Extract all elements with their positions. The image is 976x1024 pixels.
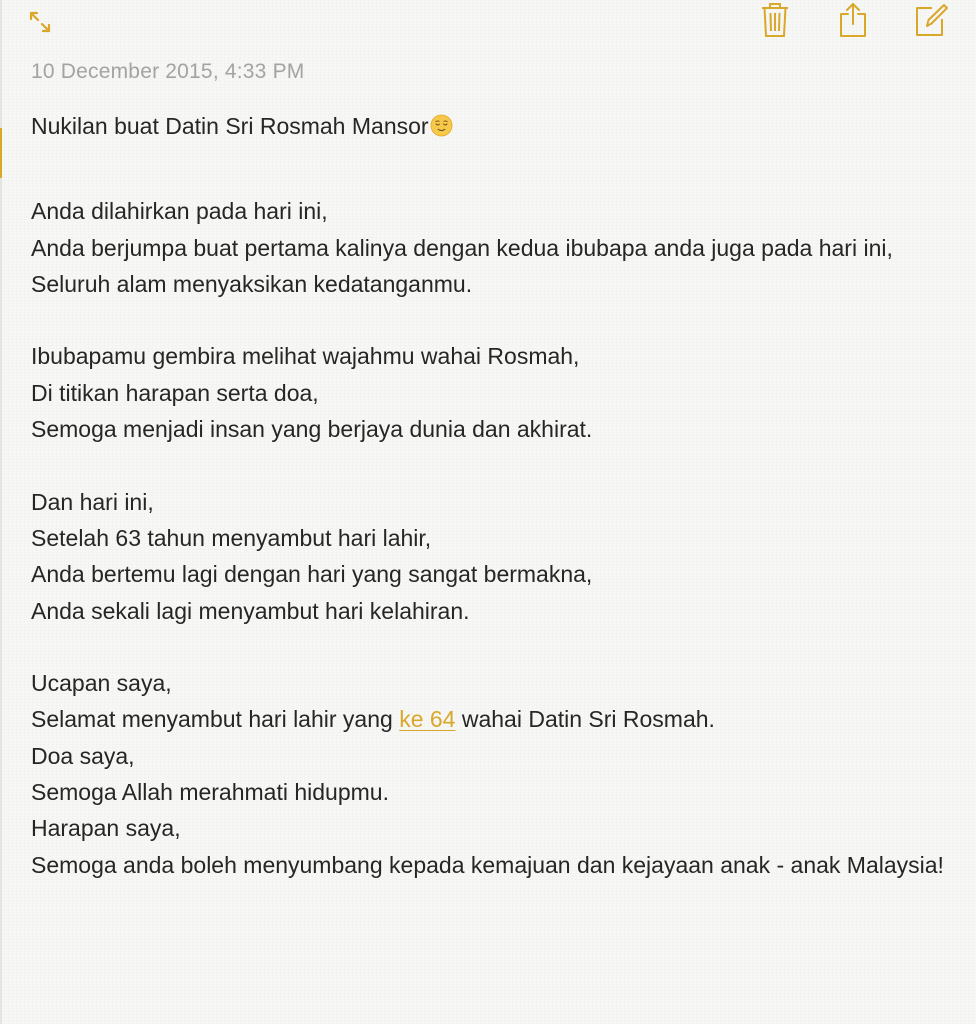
relieved-face-emoji-icon — [430, 114, 453, 137]
text-line: Di titikan harapan serta doa, — [31, 379, 319, 406]
text-line: Setelah 63 tahun menyambut hari lahir, — [31, 524, 432, 551]
text-line: Anda dilahirkan pada hari ini, — [31, 198, 328, 225]
text-line: Harapan saya, — [31, 815, 181, 842]
note-title: Nukilan buat Datin Sri Rosmah Mansor — [31, 113, 429, 139]
stanza-1 — [31, 193, 956, 302]
text-line: Ucapan saya, — [31, 670, 172, 697]
text-span: Selamat menyambut hari lahir yang — [31, 706, 400, 733]
trash-icon[interactable] — [757, 0, 793, 40]
note-date: 10 December 2015, 4:33 PM — [31, 60, 305, 83]
detected-data-link[interactable]: ke 64 — [399, 706, 456, 733]
text-line-with-link — [31, 701, 956, 737]
expand-arrows-icon[interactable] — [22, 2, 58, 42]
note-toolbar — [0, 0, 976, 44]
text-line: Anda sekali lagi menyambut hari kelahiran. — [31, 597, 470, 624]
text-line: Dan hari ini, — [31, 488, 154, 515]
text-line: Semoga anda boleh menyumbang kepada kemajuan dan kejayaan anak - anak Malaysia! — [31, 851, 944, 878]
compose-icon[interactable] — [913, 0, 949, 40]
cursor-accent-bar — [0, 128, 2, 178]
text-line: Anda berjumpa buat pertama kalinya dengan kedua ibubapa anda juga pada hari ini, — [31, 234, 893, 261]
stanza-3 — [31, 484, 956, 629]
text-line: Anda bertemu lagi dengan hari yang sangat bermakna, — [31, 561, 593, 588]
note-title-line — [31, 108, 956, 144]
stanza-2 — [31, 338, 956, 447]
text-line: Semoga Allah merahmati hidupmu. — [31, 779, 389, 806]
stanza-4 — [31, 665, 956, 883]
text-line: Seluruh alam menyaksikan kedatanganmu. — [31, 270, 473, 297]
share-icon[interactable] — [835, 0, 871, 40]
text-line: Doa saya, — [31, 742, 135, 769]
text-line: Semoga menjadi insan yang berjaya dunia dan akhirat. — [31, 416, 593, 443]
note-body[interactable] — [31, 108, 956, 883]
text-span: wahai Datin Sri Rosmah. — [455, 706, 715, 733]
text-line: Ibubapamu gembira melihat wajahmu wahai Rosmah, — [31, 343, 580, 370]
